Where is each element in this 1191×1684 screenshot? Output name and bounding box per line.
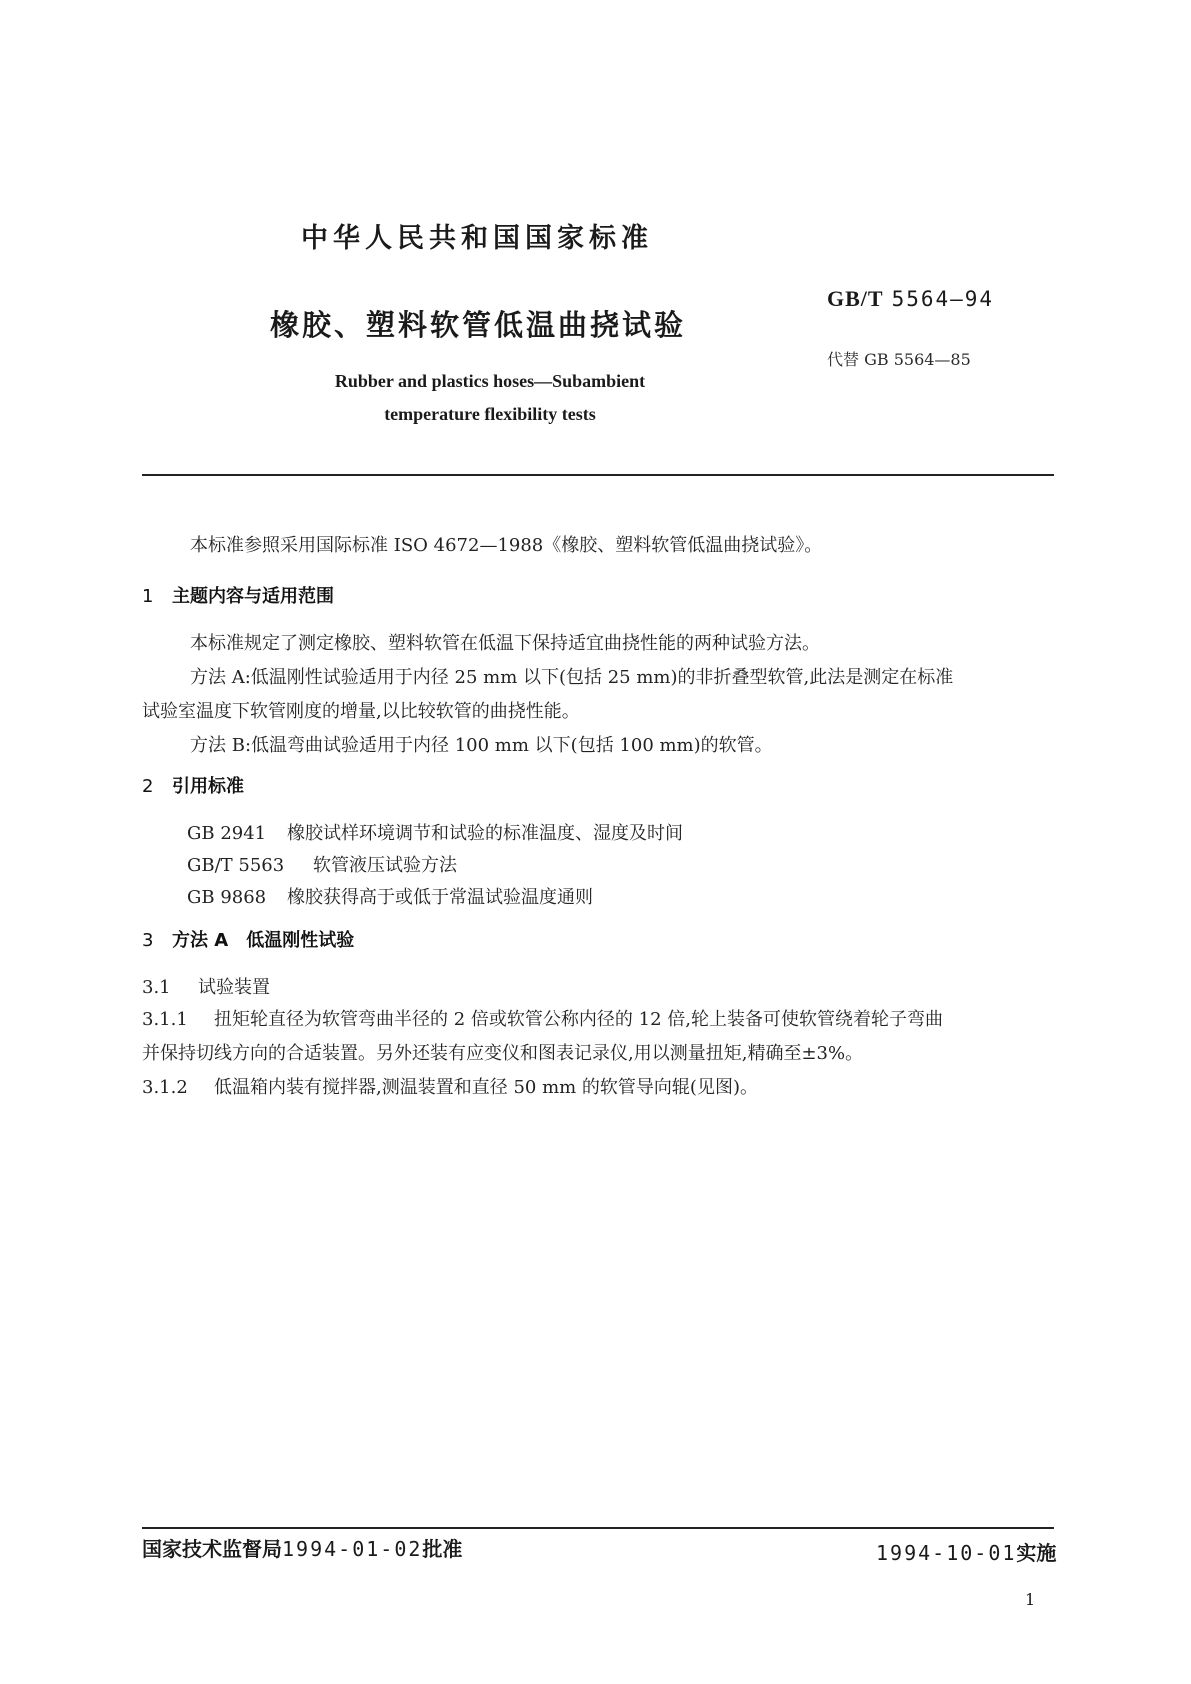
standard-code: 5564—94 bbox=[891, 287, 995, 311]
section-3-number: 3 bbox=[142, 930, 154, 951]
approval-line bbox=[142, 1533, 462, 1562]
section-3-heading bbox=[142, 926, 354, 952]
reference-code: GB 2941 bbox=[187, 823, 267, 844]
reference-title: 橡胶获得高于或低于常温试验温度通则 bbox=[287, 887, 593, 908]
national-standard-heading: 中华人民共和国国家标准 bbox=[301, 223, 653, 254]
header-divider bbox=[142, 474, 1054, 476]
title-chinese: 橡胶、塑料软管低温曲挠试验 bbox=[270, 308, 687, 342]
effective-label: 实施 bbox=[1016, 1541, 1057, 1565]
subsection-3-1-2-number: 3.1.2 bbox=[142, 1077, 188, 1098]
approval-authority: 国家技术监督局 bbox=[142, 1537, 282, 1561]
reference-code: GB/T 5563 bbox=[187, 855, 285, 876]
reference-item bbox=[187, 820, 683, 848]
page-number: 1 bbox=[1025, 1590, 1036, 1609]
reference-item bbox=[187, 884, 593, 912]
section-1-paragraph-2-line2: 试验室温度下软管刚度的增量,以比较软管的曲挠性能。 bbox=[142, 701, 580, 722]
title-english bbox=[310, 365, 670, 431]
approval-label: 批准 bbox=[422, 1537, 463, 1561]
standard-prefix: GB/T bbox=[827, 286, 884, 311]
section-2-number: 2 bbox=[142, 776, 154, 797]
section-1-title: 主题内容与适用范围 bbox=[172, 586, 334, 607]
section-1-number: 1 bbox=[142, 586, 154, 607]
subsection-3-1-2 bbox=[142, 1074, 758, 1102]
effective-line bbox=[876, 1537, 1056, 1566]
section-1-paragraph-1: 本标准规定了测定橡胶、塑料软管在低温下保持适宜曲挠性能的两种试验方法。 bbox=[190, 633, 820, 654]
section-3-title: 方法 A 低温刚性试验 bbox=[172, 930, 355, 951]
subsection-3-1-1-line2: 并保持切线方向的合适装置。另外还装有应变仪和图表记录仪,用以测量扭矩,精确至±3%。 bbox=[142, 1043, 864, 1064]
subsection-3-1-2-text: 低温箱内装有搅拌器,测温装置和直径 50 mm 的软管导向辊(见图)。 bbox=[214, 1077, 758, 1098]
subsection-3-1-1-number: 3.1.1 bbox=[142, 1009, 188, 1030]
reference-item bbox=[187, 852, 457, 880]
effective-date: 1994-10-01 bbox=[876, 1541, 1017, 1565]
section-2-heading bbox=[142, 772, 244, 798]
reference-title: 橡胶试样环境调节和试验的标准温度、湿度及时间 bbox=[287, 823, 683, 844]
approval-date: 1994-01-02 bbox=[282, 1537, 423, 1561]
subsection-3-1-1-line1 bbox=[142, 1006, 943, 1034]
reference-code: GB 9868 bbox=[187, 887, 267, 908]
subsection-3-1 bbox=[142, 974, 270, 1002]
subsection-3-1-number: 3.1 bbox=[142, 977, 171, 998]
replaces-note: 代替 GB 5564—85 bbox=[827, 350, 971, 369]
subsection-3-1-1-text: 扭矩轮直径为软管弯曲半径的 2 倍或软管公称内径的 12 倍,轮上装备可使软管绕着轮子弯曲 bbox=[214, 1009, 943, 1030]
section-1-paragraph-3: 方法 B:低温弯曲试验适用于内径 100 mm 以下(包括 100 mm)的软管。 bbox=[190, 735, 773, 756]
intro-paragraph: 本标准参照采用国际标准 ISO 4672—1988《橡胶、塑料软管低温曲挠试验》。 bbox=[190, 535, 823, 556]
section-2-title: 引用标准 bbox=[172, 776, 244, 797]
section-1-heading bbox=[142, 582, 334, 608]
reference-title: 软管液压试验方法 bbox=[313, 855, 457, 876]
title-english-line2: temperature flexibility tests bbox=[384, 404, 596, 424]
title-english-line1: Rubber and plastics hoses—Subambient bbox=[334, 371, 646, 391]
subsection-3-1-title: 试验装置 bbox=[198, 977, 270, 998]
section-1-paragraph-2-line1: 方法 A:低温刚性试验适用于内径 25 mm 以下(包括 25 mm)的非折叠型软管,此法是测定在标准 bbox=[190, 667, 954, 688]
footer-divider bbox=[142, 1527, 1054, 1529]
standard-number bbox=[827, 286, 994, 312]
